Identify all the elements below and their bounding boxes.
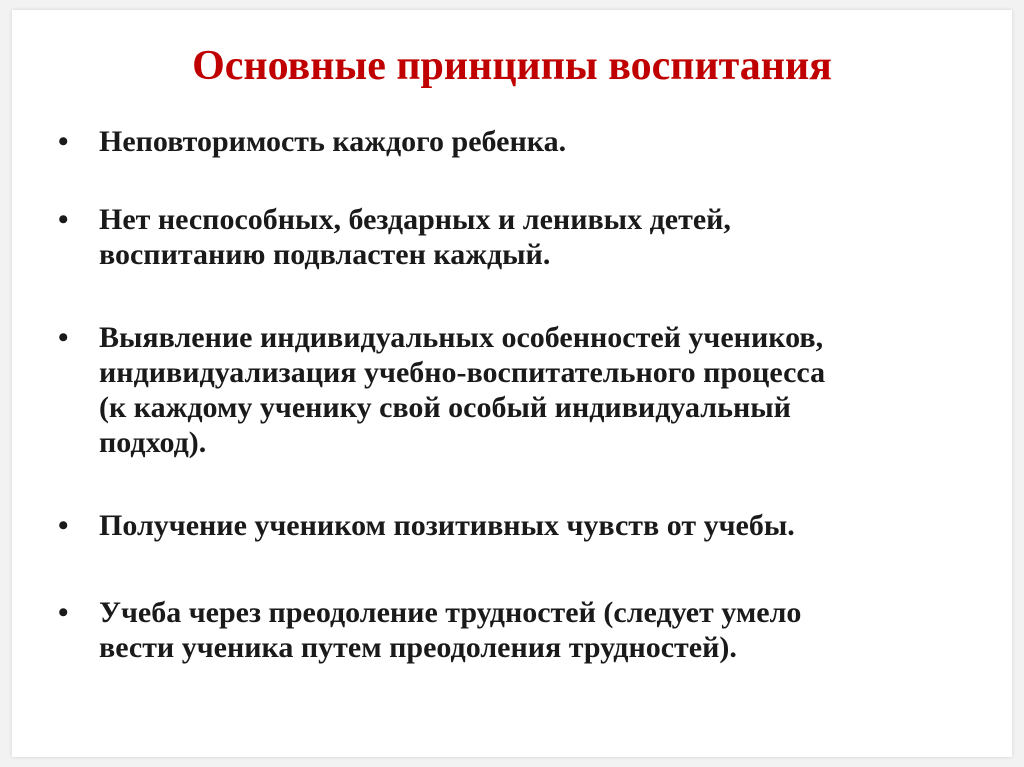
- bullet-text: Неповторимость каждого ребенка.: [99, 125, 567, 158]
- bullet-icon: •: [58, 509, 69, 542]
- slide-title: Основные принципы воспитания: [192, 43, 832, 89]
- bullet-text: Получение учеником позитивных чувств от учебы.: [99, 509, 795, 542]
- bullet-icon: •: [58, 203, 69, 236]
- bullet-icon: •: [58, 596, 69, 629]
- bullet-icon: •: [58, 321, 69, 354]
- bullet-text: Выявление индивидуальных особенностей учеников, индивидуализация учебно-воспитательного процесса (к каждому ученику свой особый индивидуальный подход).: [99, 321, 826, 459]
- bullet-icon: •: [58, 125, 69, 158]
- bullet-text: Нет неспособных, бездарных и ленивых детей, воспитанию подвластен каждый.: [99, 203, 731, 271]
- bullet-text: Учеба через преодоление трудностей (следует умело вести ученика путем преодоления трудностей).: [99, 596, 802, 664]
- slide: [12, 10, 1012, 757]
